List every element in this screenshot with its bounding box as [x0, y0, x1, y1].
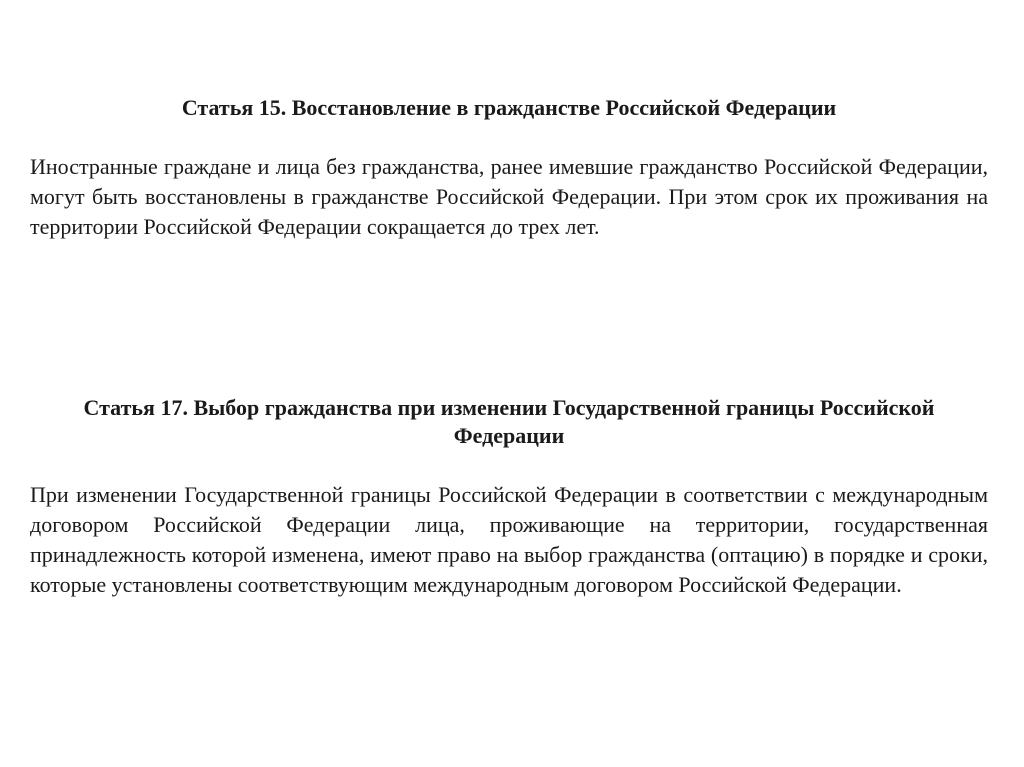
article-15-heading: Статья 15. Восстановление в гражданстве Российской Федерации [181, 95, 837, 120]
article-17 [30, 394, 988, 600]
article-17-heading: Статья 17. Выбор гражданства при изменении Государственной границы Российской Федерации [83, 395, 935, 448]
article-15 [30, 94, 988, 242]
article-17-body: При изменении Государственной границы Российской Федерации в соответствии с международным договором Российской Федерации лица, проживающие на территории, государственная принадлежность которой изменена, имеют право на выбор гражданства (оптацию) в порядке и сроки, которые установлены соответствующим международным договором Российской Федерации. [30, 482, 988, 597]
article-15-body: Иностранные граждане и лица без гражданства, ранее имевшие гражданство Российской Федерации, могут быть восстановлены в гражданстве Российской Федерации. При этом срок их проживания на территории Российской Федерации сокращается до трех лет. [30, 154, 988, 239]
